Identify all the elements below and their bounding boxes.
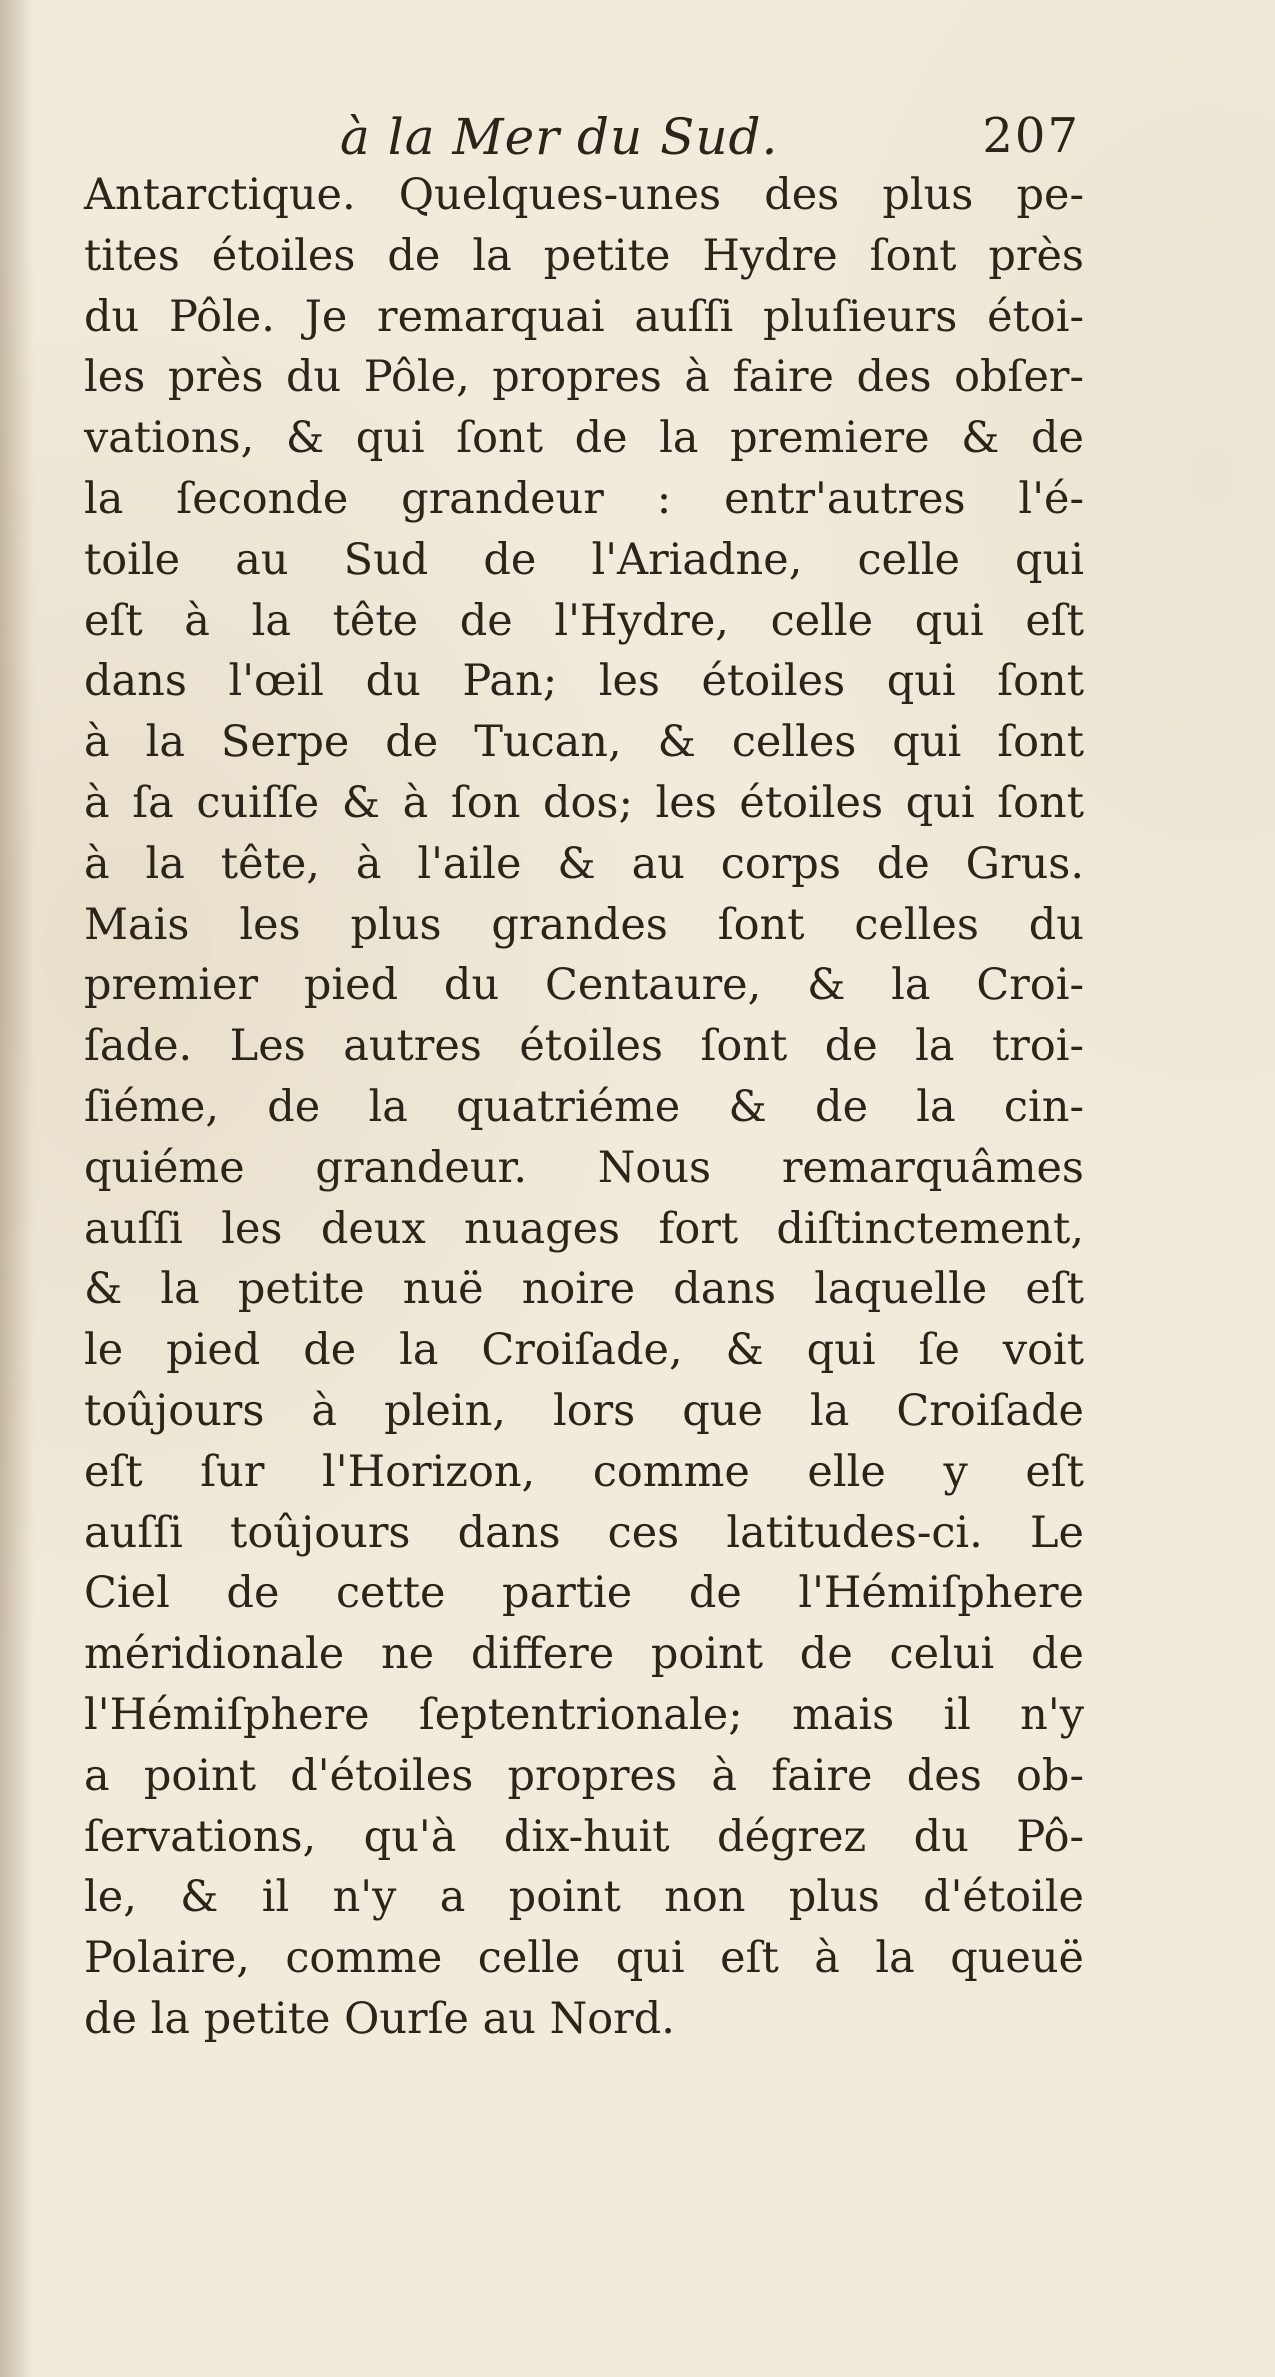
body-text <box>84 165 1084 2050</box>
text-line: Mais les plus grandes ſont celles du <box>84 899 1084 950</box>
text-line: méridionale ne differe point de celui de <box>84 1629 1084 1680</box>
text-line: à la tête, à l'aile & au corps de Grus. <box>84 838 1084 889</box>
text-line: à la Serpe de Tucan, & celles qui ſont <box>84 717 1084 768</box>
text-line: dans l'œil du Pan; les étoiles qui ſont <box>84 656 1084 707</box>
text-line: a point d'étoiles propres à faire des ob- <box>84 1750 1084 1801</box>
text-line: toile au Sud de l'Ariadne, celle qui <box>84 534 1084 585</box>
text-line: ſervations, qu'à dix-huit dégrez du Pô- <box>84 1811 1084 1862</box>
text-line: le pied de la Croiſade, & qui ſe voit <box>84 1325 1084 1376</box>
text-line: auſſi toûjours dans ces latitudes-ci. Le <box>84 1507 1084 1558</box>
text-line: à ſa cuiſſe & à ſon dos; les étoiles qui ſont <box>84 777 1084 828</box>
text-line: du Pôle. Je remarquai auſſi pluſieurs étoi- <box>84 291 1084 342</box>
text-line: eſt à la tête de l'Hydre, celle qui eſt <box>84 595 1084 646</box>
text-line: ſade. Les autres étoiles ſont de la troi- <box>84 1021 1084 1072</box>
binding-gutter-shadow <box>0 0 34 2377</box>
text-line: premier pied du Centaure, & la Croi- <box>84 960 1084 1011</box>
text-line: & la petite nuë noire dans laquelle eſt <box>84 1264 1084 1315</box>
text-line: quiéme grandeur. Nous remarquâmes <box>84 1142 1084 1193</box>
text-line: Ciel de cette partie de l'Hémiſphere <box>84 1568 1084 1619</box>
text-line: l'Hémiſphere ſeptentrionale; mais il n'y <box>84 1689 1084 1740</box>
text-line: ſiéme, de la quatriéme & de la cin- <box>84 1081 1084 1132</box>
text-line: la ſeconde grandeur : entr'autres l'é- <box>84 473 1084 524</box>
text-line: eſt ſur l'Horizon, comme elle y eſt <box>84 1446 1084 1497</box>
text-line: vations, & qui ſont de la premiere & de <box>84 413 1084 464</box>
page-number: 207 <box>982 108 1080 164</box>
running-head-title: à la Mer du Sud. <box>340 108 779 166</box>
text-line: le, & il n'y a point non plus d'étoile <box>84 1872 1084 1923</box>
running-head <box>340 108 1080 168</box>
text-line: les près du Pôle, propres à faire des obſer- <box>84 352 1084 403</box>
text-line: tites étoiles de la petite Hydre ſont près <box>84 230 1084 281</box>
text-line: toûjours à plein, lors que la Croiſade <box>84 1385 1084 1436</box>
text-line: Antarctique. Quelques-unes des plus pe- <box>84 170 1084 220</box>
text-line: de la petite Ourſe au Nord. <box>84 1993 675 2044</box>
text-line: auſſi les deux nuages fort diſtinctement, <box>84 1203 1084 1254</box>
text-line: Polaire, comme celle qui eſt à la queuë <box>84 1933 1084 1984</box>
